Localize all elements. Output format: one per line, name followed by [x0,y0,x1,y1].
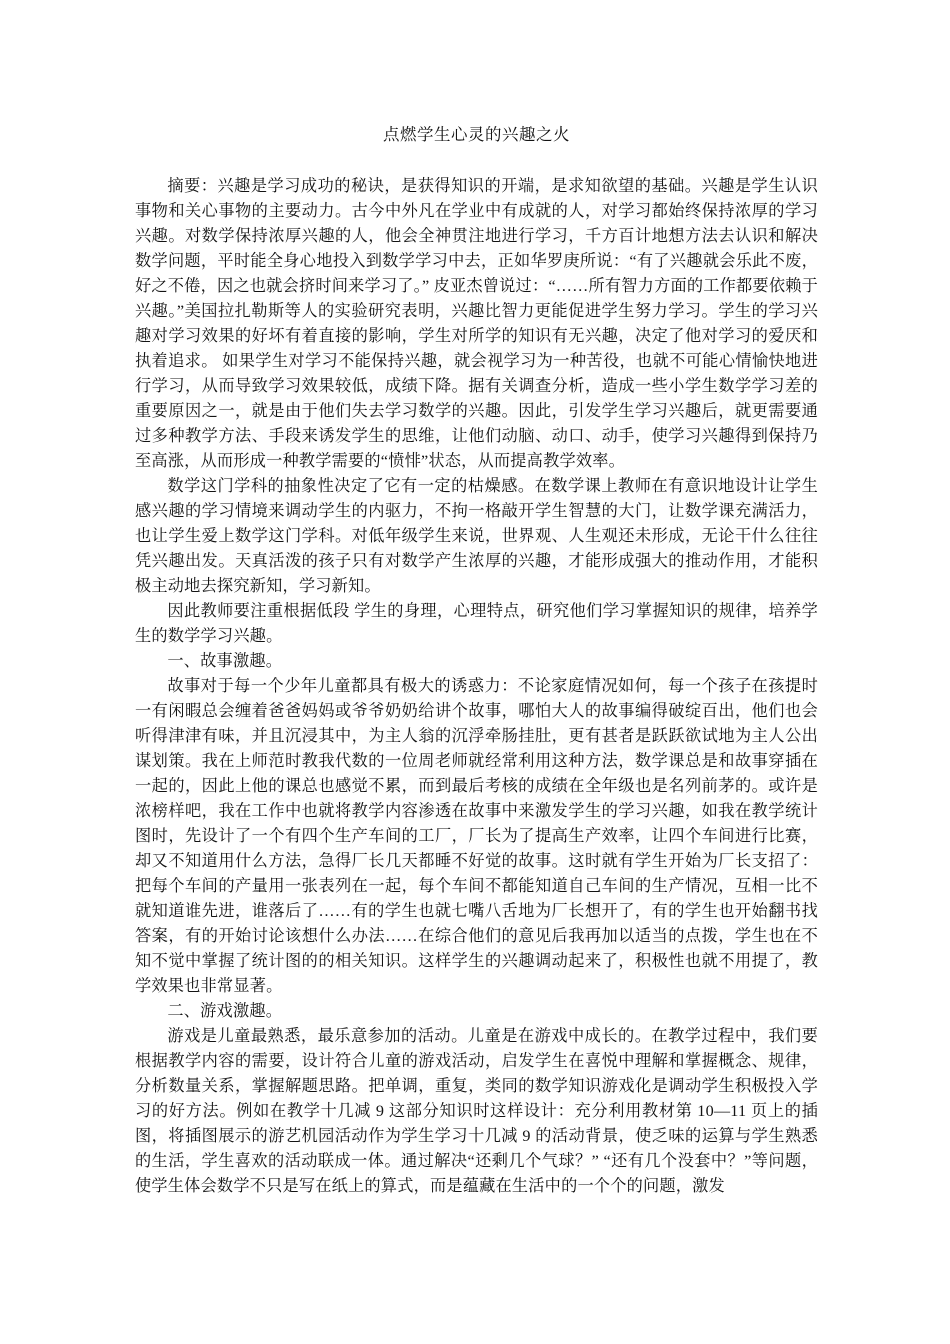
paragraph-body-2: 因此教师要注重根据低段 学生的身理，心理特点，研究他们学习掌握知识的规律，培养学生的数学学习兴趣。 [135,602,818,645]
paragraph-body-game: 游戏是儿童最熟悉，最乐意参加的活动。儿童是在游戏中成长的。在教学过程中，我们要根据教学内容的需要，设计符合儿童的游戏活动，启发学生在喜悦中理解和掌握概念、规律，分析数量关系，掌握解题思路。把单调，重复，类同的数学知识游戏化是调动学生积极投入学习的好方法。例如在教学十几减 9 这部分知识时这样设计：充分利用教材第 10—11 页上的插图，将插图展示的游艺机园活动作为学生学习十几减 9 的活动背景，使乏味的运算与学生熟悉的生活，学生喜欢的活动联成一体。通过解决“还剩几个气球？” “还有几个没套中？”等问题，使学生体会数学不只是写在纸上的算式，而是蕴藏在生活中的一个个的问题，激发 [135,1027,818,1195]
paragraph-body-story: 故事对于每一个少年儿童都具有极大的诱惑力：不论家庭情况如何，每一个孩子在孩提时一有闲暇总会缠着爸爸妈妈或爷爷奶奶给讲个故事，哪怕大人的故事编得破绽百出，他们也会听得津津有味，并且沉浸其中，为主人翁的沉浮牵肠挂肚，更有甚者是跃跃欲试地为主人公出谋划策。我在上师范时教我代数的一位周老师就经常利用这种方法，数学课总是和故事穿插在一起的，因此上他的课总也感觉不累，而到最后考核的成绩在全年级也是名列前茅的。或许是浓榜样吧，我在工作中也就将教学内容渗透在故事中来激发学生的学习兴趣，如我在教学统计图时，先设计了一个有四个生产车间的工厂，厂长为了提高生产效率，让四个车间进行比赛，却又不知道用什么方法，急得厂长几天都睡不好觉的故事。这时就有学生开始为厂长支招了：把每个车间的产量用一张表列在一起，每个车间不都能知道自己车间的生产情况，互相一比不就知道谁先进，谁落后了……有的学生也就七嘴八舌地为厂长想开了，有的学生也开始翻书找答案，有的开始讨论该想什么办法……在综合他们的意见后我再加以适当的点拨，学生也在不知不觉中掌握了统计图的的相关知识。这样学生的兴趣调动起来了，积极性也就不用提了，教学效果也非常显著。 [135,677,818,995]
section-heading-game: 二、游戏激趣。 [167,1002,283,1020]
paragraph-abstract: 摘要：兴趣是学习成功的秘诀，是获得知识的开端，是求知欲望的基础。兴趣是学生认识事物和关心事物的主要动力。古今中外凡在学业中有成就的人，对学习都始终保持浓厚的学习兴趣。对数学保持浓厚兴趣的人，他会全神贯注地进行学习，千方百计地想方法去认识和解决数学问题，平时能全身心地投入到数学学习中去，正如华罗庚所说：“有了兴趣就会乐此不废，好之不倦，因之也就会挤时间来学习了。” 皮亚杰曾说过：“……所有智力方面的工作都要依赖于兴趣。”美国拉扎勒斯等人的实验研究表明，兴趣比智力更能促进学生努力学习。学生的学习兴趣对学习效果的好坏有着直接的影响，学生对所学的知识有无兴趣，决定了他对学习的爱厌和执着追求。 如果学生对学习不能保持兴趣，就会视学习为一种苦役，也就不可能心情愉快地进行学习，从而导致学习效果较低，成绩下降。据有关调查分析，造成一些小学生数学学习差的重要原因之一，就是由于他们失去学习数学的兴趣。因此，引发学生学习兴趣后，就更需要通过多种教学方法、手段来诱发学生的思维，让他们动脑、动口、动手，使学习兴趣得到保持乃至高涨，从而形成一种教学需要的“愤悱”状态，从而提高教学效率。 [135,177,818,470]
section-heading-story: 一、故事激趣。 [167,652,283,670]
document-title: 点燃学生心灵的兴趣之火 [383,125,570,144]
paragraph-body-1: 数学这门学科的抽象性决定了它有一定的枯燥感。在数学课上教师在有意识地设计让学生感兴趣的学习情境来调动学生的内驱力，不拘一格敲开学生智慧的大门，让数学课充满活力，也让学生爱上数学这门学科。对低年级学生来说，世界观、人生观还未形成，无论干什么往往凭兴趣出发。天真活泼的孩子只有对数学产生浓厚的兴趣，才能形成强大的推动作用，才能积极主动地去探究新知，学习新知。 [135,477,818,595]
